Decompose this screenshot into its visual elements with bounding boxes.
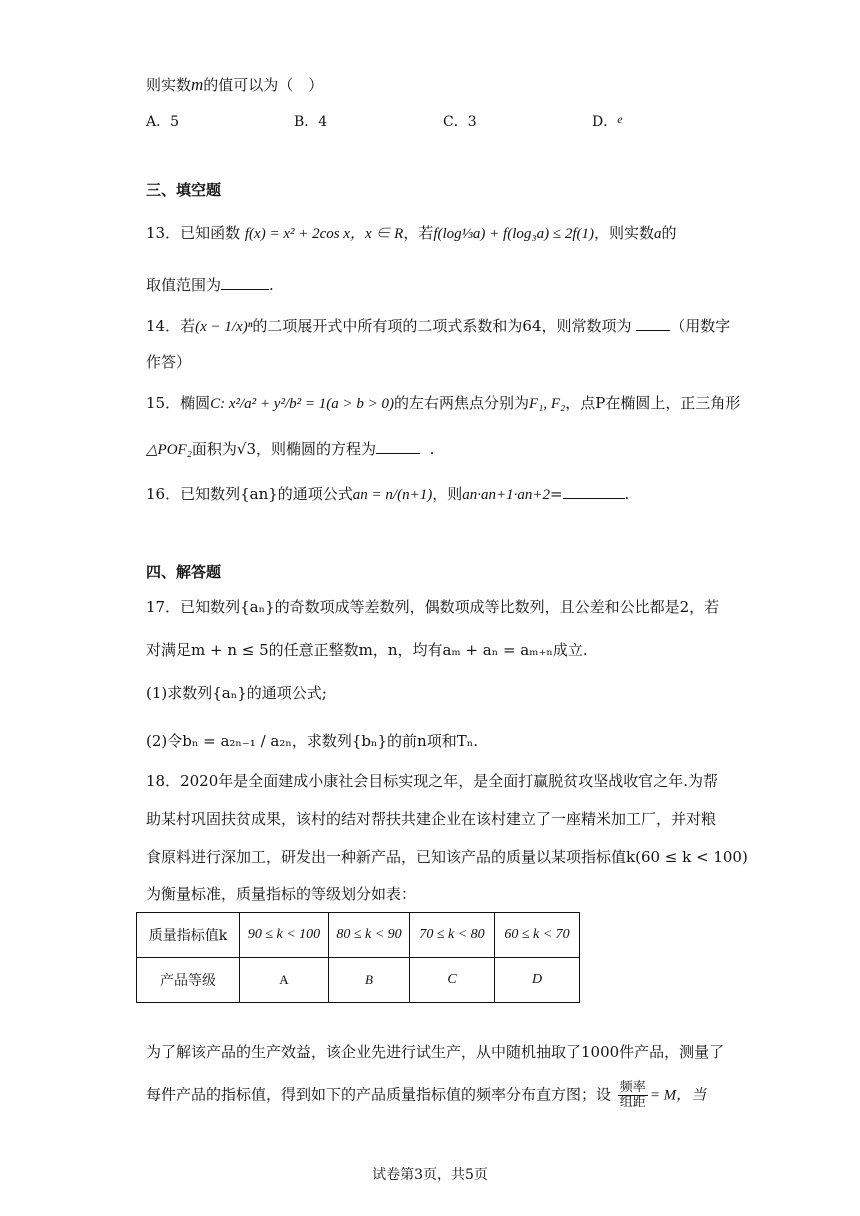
section-3-title: 三、填空题 [146,181,222,199]
q12-option-a: A．5 [146,114,180,130]
q12-option-c: C．3 [443,114,477,130]
q16-answer-blank[interactable] [563,486,625,499]
table-cell: 90 ≤ k < 100 [240,913,329,958]
q15-line2: △POF₂面积为√3，则椭圆的方程为 . [146,440,435,458]
q13-line2: 取值范围为 . [146,276,274,294]
section-4-title: 四、解答题 [146,563,222,581]
q15-line1: 15．椭圆C: x²/a² + y²/b² = 1(a > b > 0)的左右两焦点分别为F₁, F₂，点P在椭圆上，正三角形 [146,394,741,412]
q18-after1: 为了解该产品的生产效益，该企业先进行试生产，从中随机抽取了1000件产品，测量了 [146,1043,725,1061]
q13-answer-blank[interactable] [221,277,269,290]
table-cell: 70 ≤ k < 80 [410,913,495,958]
q14-answer-blank[interactable] [636,318,670,331]
table-header-grade: 产品等级 [137,958,240,1003]
q12-stem: 则实数m的值可以为（ ） [146,75,324,94]
q14-line2: 作答） [146,353,192,371]
q15-answer-blank[interactable] [376,441,420,454]
table-cell: 60 ≤ k < 70 [495,913,580,958]
q14-line1: 14．若(x − 1/x)ⁿ的二项展开式中所有项的二项式系数和为64，则常数项为 （用数字 [146,317,731,335]
q13-function: f(x) = x² + 2cos x，x ∈ R [244,226,404,242]
q16-line: 16．已知数列{an}的通项公式an = n/(n+1)，则an·an+1·an+2= . [146,485,630,503]
page-footer: 试卷第3页，共5页 [372,1167,488,1183]
q12-option-d: D．e [592,112,623,130]
table-cell: 80 ≤ k < 90 [329,913,410,958]
table-row [137,913,580,958]
table-row [137,958,580,1003]
q12-option-b: B．4 [294,114,328,130]
frequency-fraction: $\frac{\text{频率}}{\text{组距}}$ [619,1080,646,1110]
q16-formula: an = n/(n+1) [352,487,433,503]
table-cell: A [240,958,329,1003]
q13-inequality: f(log⅓a) + f(log₃a) ≤ 2f(1) [433,226,594,242]
q18-line1: 18．2020年是全面建成小康社会目标实现之年，是全面打赢脱贫攻坚战收官之年.为帮 [146,772,719,790]
grade-table [136,912,580,1003]
q17-part2: (2)令bₙ = a₂ₙ₋₁ / a₂ₙ，求数列{bₙ}的前n项和Tₙ. [146,732,478,750]
q18-line4: 为衡量标准，质量指标的等级划分如表： [146,885,417,903]
table-cell: D [495,958,580,1003]
q14-expression: (x − 1/x)ⁿ [195,319,253,335]
q18-after2: 每件产品的指标值，得到如下的产品质量指标值的频率分布直方图；设 $\frac{\text{频率}}{\text{组距}}$ = M，当 [146,1080,707,1110]
q17-part1: (1)求数列{aₙ}的通项公式; [146,684,327,702]
table-cell: C [410,958,495,1003]
q13-line1: 13．已知函数 f(x) = x² + 2cos x，x ∈ R，若f(log⅓a) + f(log₃a) ≤ 2f(1)，则实数a的 [146,224,677,242]
q18-line3: 食原料进行深加工，研发出一种新产品，已知该产品的质量以某项指标值k(60 ≤ k < 100) [146,848,748,866]
q18-line2: 助某村巩固扶贫成果，该村的结对帮扶共建企业在该村建立了一座精米加工厂，并对粮 [146,810,717,828]
q15-ellipse-equation: C: x²/a² + y²/b² = 1(a > b > 0) [210,396,394,412]
table-header-index: 质量指标值k [137,913,240,958]
q17-line2: 对满足m + n ≤ 5的任意正整数m，n，均有aₘ + aₙ = aₘ₊ₙ成立. [146,641,588,659]
q17-line1: 17．已知数列{aₙ}的奇数项成等差数列，偶数项成等比数列，且公差和公比都是2，若 [146,598,720,616]
table-cell: B [329,958,410,1003]
